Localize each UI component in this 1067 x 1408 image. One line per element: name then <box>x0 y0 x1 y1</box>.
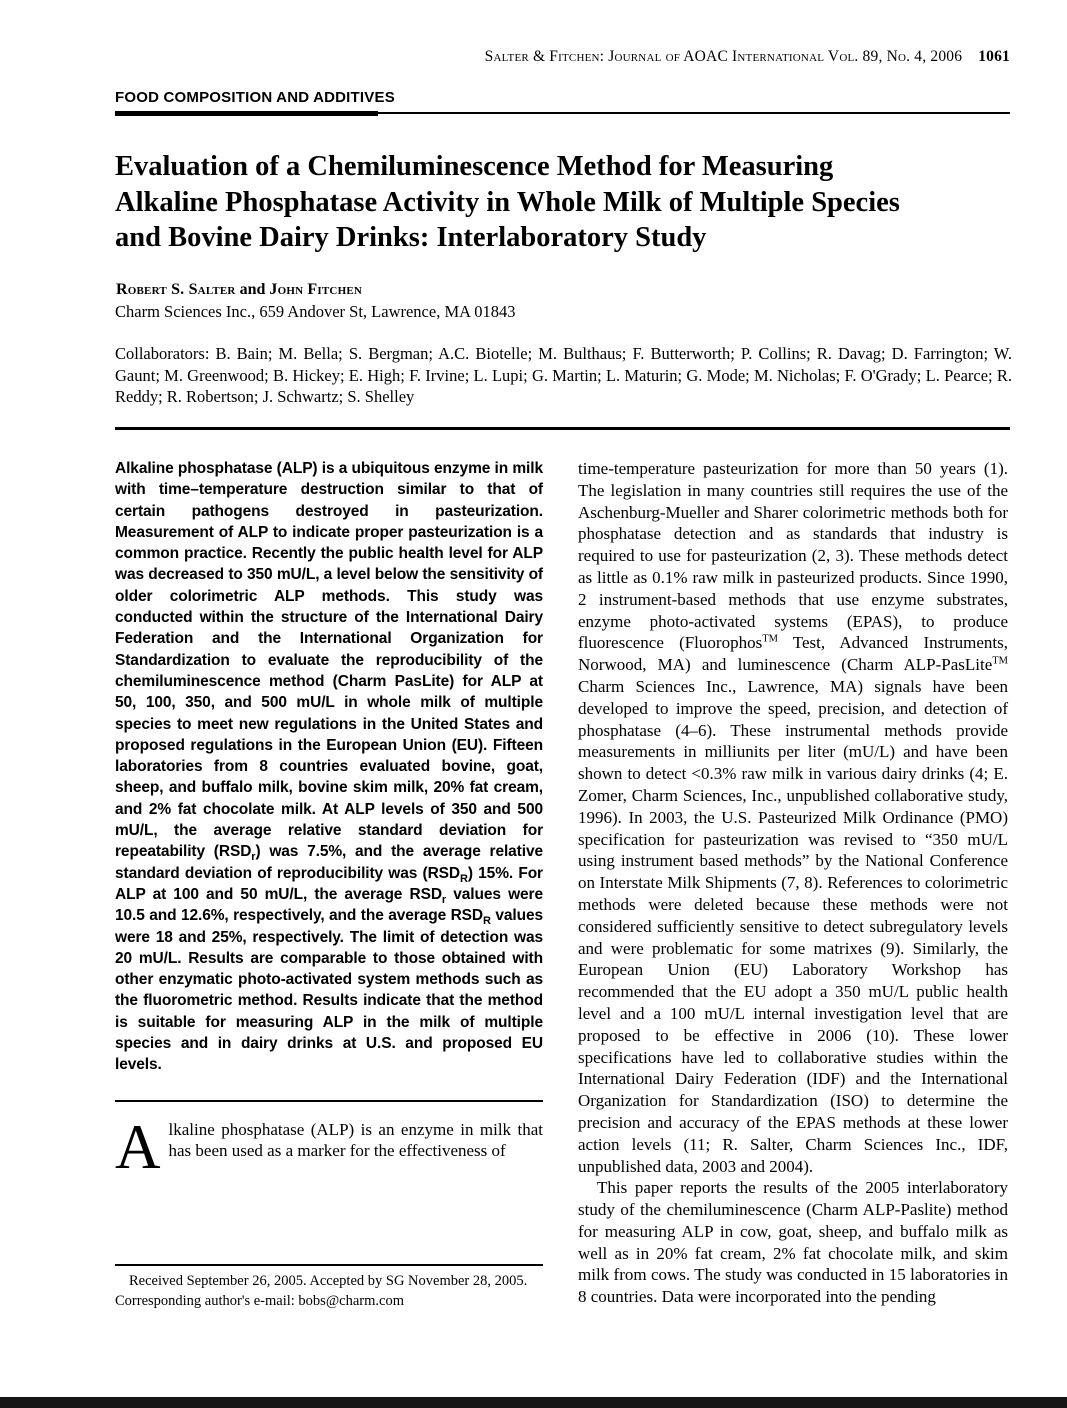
section-label: FOOD COMPOSITION AND ADDITIVES <box>115 89 395 106</box>
collaborators: Collaborators: B. Bain; M. Bella; S. Bergman; A.C. Biotelle; M. Bulthaus; F. Butterworth; P. Collins; R. Davag; D. Farrington; W. Gaunt; M. Greenwood; B. Hickey; E. High; F. Irvine; L. Lupi; G. Martin; L. Maturin; G. Mode; M. Nicholas; F. O'Grady; L. Pearce; R. Reddy; R. Robertson; J. Schwartz; S. Shelley <box>115 344 1012 406</box>
page-number: 1061 <box>978 48 1010 65</box>
abstract-segment: Alkaline phosphatase (ALP) is a ubiquitous enzyme in milk with time–temperature destruction similar to that of certain pathogens destroyed in pasteurization. Measurement of ALP to indicate proper pasteurization is a common practice. Recently the public health level for ALP was decreased to 350 mU/L, a level below the sensitivity of older colorimetric ALP methods. This study was conducted within the structure of the International Dairy Federation and the International Organization for Standardization to evaluate the reproducibility of the chemiluminescence method (Charm PasLite) for ALP at 50, 100, 350, and 500 mU/L in whole milk of multiple species to meet new regulations in the United States and proposed regulations in the European Union (EU). Fifteen laboratories from 8 countries evaluated bovine, goat, sheep, and buffalo milk, bovine skim milk, 20% fat cream, and 2% fat chocolate milk. At ALP levels of 350 and 500 mU/L, the average relative standard deviation for repeatability (RSD <box>115 460 543 861</box>
running-head-text: Salter & Fitchen: Journal of AOAC International Vol. 89, No. 4, 2006 <box>484 48 963 65</box>
abstract-segment: ) 15%. For ALP at 100 and 50 mU/L, the average RSD <box>115 864 543 903</box>
body-segment: Test, Advanced Instruments, Norwood, MA) and luminescence (Charm ALP-PasLite <box>578 633 1008 675</box>
abstract-subscript: r <box>251 851 256 864</box>
intro-paragraph <box>115 1111 543 1182</box>
left-column <box>115 458 543 1182</box>
abstract-subscript: r <box>441 894 447 907</box>
footnote-email: Corresponding author's e-mail: bobs@charm.com <box>115 1292 404 1309</box>
section-rule-thick <box>115 111 378 116</box>
article-title-line-1: Evaluation of a Chemiluminescence Method for Measuring <box>115 151 834 182</box>
abstract-segment: values were 10.5 and 12.6%, respectively, and the average RSD <box>115 885 543 925</box>
running-head <box>115 48 1010 66</box>
abstract-segment: ) was 7.5%, and the average relative standard deviation of reproducibility was (RSD <box>115 843 543 882</box>
intro-text: lkaline phosphatase (ALP) is an enzyme in milk that has been used as a marker for the effectiveness of <box>168 1119 543 1161</box>
trademark-superscript: TM <box>992 655 1008 667</box>
body-segment: Charm Sciences Inc., Lawrence, MA) signals have been developed to improve the speed, precision, and detection of phosphatase (4–6). These instrumental methods provide measurements in milliunits per liter (mU/L) and have been shown to detect <0.3% raw milk in various dairy drinks (4; E. Zomer, Charm Sciences, Inc., unpublished collaborative study, 1996). In 2003, the U.S. Pasteurized Milk Ordinance (PMO) specification for pasteurization was revised to “350 mU/L using instrument based methods” by the National Conference on Interstate Milk Shipments (7, 8). References to colorimetric methods were deleted because these methods were not considered sufficiently sensitive to detect subregulatory levels and were problematic for some matrixes (9). Similarly, the European Union (EU) Laboratory Workshop has recommended that the EU adopt a 350 mU/L public health level and a 100 mU/L internal investigation level that are proposed to be effective in 2006 (10). These lower specifications have led to collaborative studies within the International Dairy Federation (IDF) and the International Organization for Standardization (ISO) to determine the precision and accuracy of the EPAS methods at these lower action levels (11; R. Salter, Charm Sciences Inc., IDF, unpublished data, 2003 and 2004). <box>578 676 1008 1176</box>
abstract-segment: values were 18 and 25%, respectively. The limit of detection was 20 mU/L. Results are comparable to those obtained with other enzymatic photo-activated system methods such as the fluorometric method. Results indicate that the method is suitable for measuring ALP in the milk of multiple species and in dairy drinks at U.S. and proposed EU levels. <box>115 907 543 1074</box>
authors-line <box>116 281 362 299</box>
right-column <box>578 458 1008 1308</box>
trademark-superscript: TM <box>762 633 778 645</box>
page-bottom-bar <box>0 1397 1067 1408</box>
footnote-received: Received September 26, 2005. Accepted by SG November 28, 2005. <box>129 1273 528 1289</box>
author-conjunction: and <box>239 281 266 298</box>
author-1: Robert S. Salter <box>116 281 236 298</box>
body-paragraph-1 <box>578 458 1008 1177</box>
affiliation: Charm Sciences Inc., 659 Andover St, Lawrence, MA 01843 <box>115 302 516 321</box>
footnote <box>115 1264 543 1311</box>
columns-top-rule <box>115 427 1010 430</box>
abstract-subscript: R <box>483 915 491 928</box>
section-rule-thin <box>378 112 1010 114</box>
article-title-line-2: Alkaline Phosphatase Activity in Whole Milk of Multiple Species <box>115 186 900 218</box>
abstract-divider-rule <box>115 1100 543 1102</box>
section-rule <box>115 110 1010 116</box>
article-title-line-3: and Bovine Dairy Drinks: Interlaboratory Study <box>115 222 707 253</box>
body-segment: time-temperature pasteurization for more than 50 years (1). The legislation in many countries still requires the use of the Aschenburg-Mueller and Sharer colorimetric methods both for phosphatase detection and as standards that industry is required to use for pasteurization (2, 3). These methods detect as little as 0.1% raw milk in pasteurized products. Since 1990, 2 instrument-based methods that use enzyme substrates, enzyme photo-activated systems (EPAS), to produce fluorescence (Fluorophos <box>578 459 1008 653</box>
author-2: John Fitchen <box>269 281 363 298</box>
body-paragraph-2: This paper reports the results of the 2005 interlaboratory study of the chemiluminescence (Charm ALP-Paslite) method for measuring ALP in cow, goat, sheep, and buffalo milk as well as in 20% fat cream, 2% fat chocolate milk, and skim milk from cows. The study was conducted in 15 laboratories in 8 countries. Data were incorporated into the pending <box>578 1178 1008 1307</box>
abstract-subscript: R <box>460 872 468 885</box>
article-title <box>115 149 900 256</box>
drop-cap: A <box>115 1111 161 1182</box>
abstract <box>115 458 543 1076</box>
